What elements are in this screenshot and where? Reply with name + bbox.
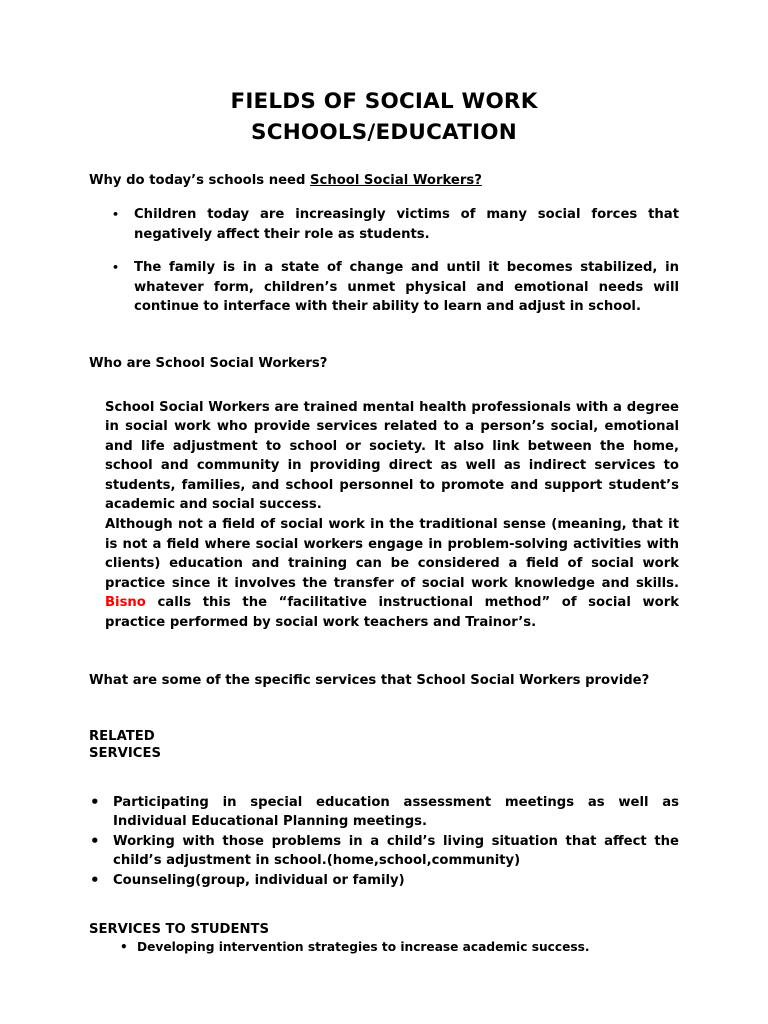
heading-why-schools-need bbox=[89, 172, 679, 189]
accent-term-bisno: Bisno bbox=[105, 595, 146, 611]
who-paragraph-two-part-two: calls this the “facilitative instructional method” of social work practice performed by social work teachers and Trainor’s. bbox=[105, 595, 679, 631]
title-line-1: FIELDS OF SOCIAL WORK bbox=[230, 89, 538, 114]
heading-who-are: Who are School Social Workers? bbox=[89, 355, 328, 371]
spacer bbox=[89, 317, 679, 355]
spacer bbox=[89, 633, 679, 671]
who-paragraph-one: School Social Workers are trained mental health professionals with a degree in social work who provide services related to a person’s social, emotional and life adjustment to school or society. It also link between the home, school and community in providing direct as well as indirect services to students, families, and school personnel to promote and support student’s academic and social success. bbox=[105, 399, 679, 513]
heading-why-prefix: Why do today’s schools need bbox=[89, 173, 310, 188]
who-paragraph-two bbox=[105, 515, 679, 633]
heading-specific-services-question: What are some of the specific services that School Social Workers provide? bbox=[89, 672, 650, 688]
students-bullet-list bbox=[89, 938, 679, 956]
list-item: • Counseling(group, individual or family) bbox=[89, 871, 679, 891]
heading-related-line-1: RELATED bbox=[89, 728, 155, 744]
document-title bbox=[0, 0, 768, 148]
document-body bbox=[0, 172, 768, 956]
list-item: • The family is in a state of change and until it becomes stabilized, in whatever form, children’s unmet physical and emotional needs will continue to interface with their ability to learn and adjust in school. bbox=[89, 258, 679, 317]
spacer bbox=[89, 891, 679, 921]
title-line-2: SCHOOLS/EDUCATION bbox=[251, 120, 517, 145]
who-paragraph-block bbox=[89, 398, 679, 633]
list-item: • Participating in special education assessment meetings as well as Individual Educational Planning meetings. bbox=[89, 793, 679, 832]
heading-related-line-2: SERVICES bbox=[89, 746, 161, 762]
list-item: • Children today are increasingly victims of many social forces that negatively affect their role as students. bbox=[89, 205, 679, 244]
spacer bbox=[89, 690, 679, 728]
related-services-bullet-list bbox=[89, 793, 679, 891]
why-bullet-list bbox=[89, 205, 679, 317]
spacer bbox=[89, 763, 679, 793]
list-item: • Developing intervention strategies to increase academic success. bbox=[89, 938, 679, 956]
heading-why-underlined: School Social Workers? bbox=[310, 173, 482, 188]
heading-services-to-students: SERVICES TO STUDENTS bbox=[89, 921, 270, 937]
list-item: • Working with those problems in a child’s living situation that affect the child’s adjustment in school.(home,school,community) bbox=[89, 832, 679, 871]
who-paragraph-two-part-one: Although not a field of social work in the traditional sense (meaning, that it is not a field where social workers engage in problem-solving activities with clients) education and training can be considered a field of social work practice since it involves the transfer of social work knowledge and skills. bbox=[105, 517, 679, 591]
